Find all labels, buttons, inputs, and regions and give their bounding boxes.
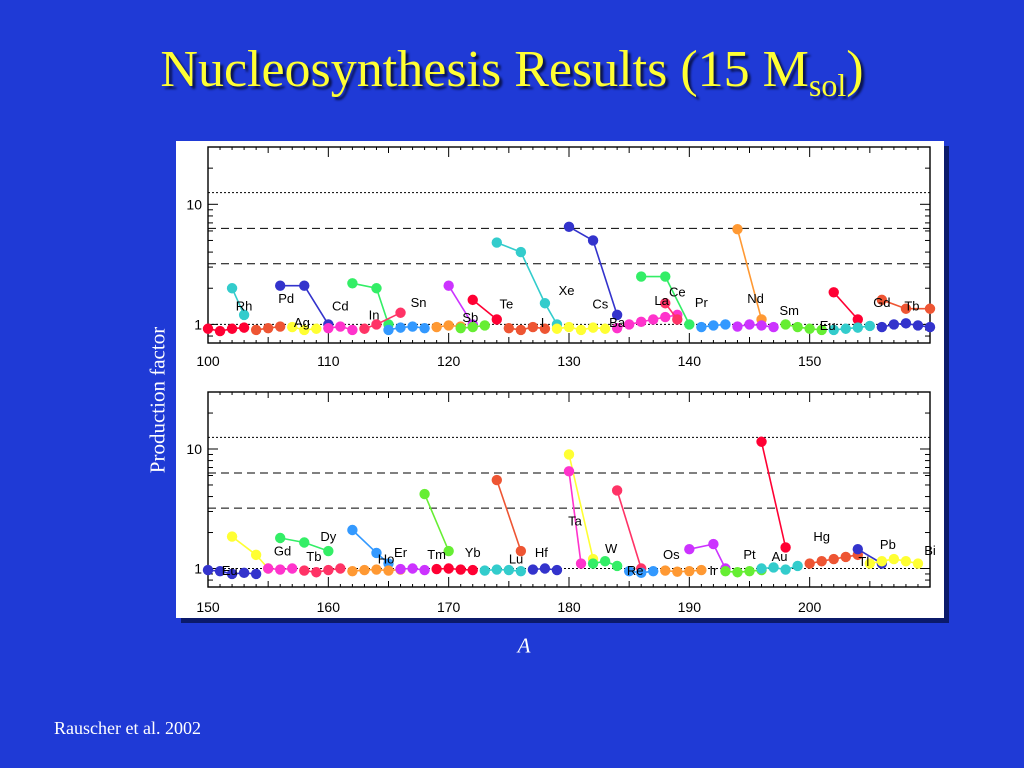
element-label: Re xyxy=(626,563,644,579)
data-point xyxy=(780,564,790,574)
element-label: Dy xyxy=(320,528,337,544)
data-point xyxy=(540,298,550,308)
data-point xyxy=(636,271,646,281)
title-subscript: sol xyxy=(808,67,847,103)
x-axis-label: A xyxy=(517,633,531,658)
title-main: Nucleosynthesis Results (15 M xyxy=(160,41,809,98)
element-label: Hf xyxy=(534,544,548,560)
data-point xyxy=(624,319,634,329)
data-point xyxy=(660,565,670,575)
data-point xyxy=(804,324,814,334)
data-point xyxy=(492,564,502,574)
y-tick-label: 10 xyxy=(186,441,202,458)
data-point xyxy=(732,567,742,577)
element-label: Tm xyxy=(427,547,447,563)
data-point xyxy=(431,564,441,574)
y-axis-label: Production factor xyxy=(145,326,170,474)
x-tick-label: 130 xyxy=(557,353,581,369)
element-label: Eu xyxy=(221,563,238,579)
data-point xyxy=(889,554,899,564)
data-point xyxy=(829,287,839,297)
data-point xyxy=(227,283,237,293)
data-point xyxy=(347,566,357,576)
data-point xyxy=(612,485,622,495)
x-tick-label: 110 xyxy=(317,353,340,369)
data-point xyxy=(877,322,887,332)
data-point xyxy=(696,565,706,575)
data-point xyxy=(576,325,586,335)
data-point xyxy=(323,546,333,556)
element-label: Sn xyxy=(410,294,427,310)
data-point xyxy=(756,563,766,573)
element-label: Gd xyxy=(873,294,891,310)
data-point xyxy=(901,556,911,566)
element-label: W xyxy=(604,540,618,556)
data-point xyxy=(804,558,814,568)
data-point xyxy=(756,320,766,330)
data-point xyxy=(744,319,754,329)
data-point xyxy=(636,317,646,327)
data-point xyxy=(708,320,718,330)
element-label: Sm xyxy=(779,302,799,318)
data-point xyxy=(516,566,526,576)
data-point xyxy=(239,322,249,332)
data-point xyxy=(720,319,730,329)
element-label: Au xyxy=(771,549,788,565)
data-point xyxy=(564,449,574,459)
data-point xyxy=(792,561,802,571)
chart-frame xyxy=(176,141,944,618)
data-point xyxy=(841,552,851,562)
data-point xyxy=(588,322,598,332)
data-point xyxy=(552,565,562,575)
x-tick-label: 150 xyxy=(797,353,822,369)
element-label: Ir xyxy=(709,563,718,579)
data-point xyxy=(732,321,742,331)
data-point xyxy=(780,319,790,329)
element-label: Ce xyxy=(668,284,686,300)
element-label: Hg xyxy=(813,528,831,544)
element-label: Sb xyxy=(462,309,479,325)
data-point xyxy=(443,563,453,573)
data-point xyxy=(335,563,345,573)
data-point xyxy=(383,325,393,335)
data-point xyxy=(528,564,538,574)
data-point xyxy=(275,564,285,574)
element-label: Pd xyxy=(278,291,295,307)
data-point xyxy=(275,533,285,543)
data-point xyxy=(468,565,478,575)
data-point xyxy=(540,563,550,573)
element-label: In xyxy=(368,307,380,323)
data-point xyxy=(431,322,441,332)
element-label: Cd xyxy=(332,298,349,314)
element-label: Ho xyxy=(377,551,395,567)
data-point xyxy=(395,308,405,318)
data-point xyxy=(468,295,478,305)
data-point xyxy=(732,224,742,234)
element-label: Tl xyxy=(858,553,870,569)
data-series xyxy=(263,563,297,574)
element-label: Tb xyxy=(306,549,322,565)
data-point xyxy=(913,320,923,330)
data-point xyxy=(684,566,694,576)
x-tick-label: 140 xyxy=(677,353,702,369)
data-point xyxy=(203,565,213,575)
data-point xyxy=(576,558,586,568)
data-point xyxy=(395,564,405,574)
data-point xyxy=(299,280,309,290)
data-point xyxy=(299,537,309,547)
x-tick-label: 180 xyxy=(557,599,581,615)
data-point xyxy=(227,531,237,541)
data-point xyxy=(347,325,357,335)
data-point xyxy=(299,565,309,575)
data-point xyxy=(648,566,658,576)
data-point xyxy=(251,569,261,579)
y-tick-label: 10 xyxy=(186,196,202,213)
element-label: Yb xyxy=(464,544,481,560)
y-tick-label: 1 xyxy=(194,560,202,577)
data-point xyxy=(564,322,574,332)
data-point xyxy=(648,314,658,324)
data-point xyxy=(251,325,261,335)
data-point xyxy=(383,565,393,575)
data-point xyxy=(817,556,827,566)
data-point xyxy=(371,283,381,293)
data-point xyxy=(359,324,369,334)
element-label: Eu xyxy=(819,317,836,333)
element-label: Tb xyxy=(904,298,920,314)
data-point xyxy=(792,322,802,332)
data-point xyxy=(239,568,249,578)
data-point xyxy=(744,566,754,576)
data-point xyxy=(889,319,899,329)
data-point xyxy=(708,539,718,549)
data-point xyxy=(660,271,670,281)
data-point xyxy=(323,565,333,575)
citation: Rauscher et al. 2002 xyxy=(54,718,201,738)
data-point xyxy=(215,326,225,336)
data-point xyxy=(684,544,694,554)
data-point xyxy=(419,489,429,499)
element-label: Pt xyxy=(743,547,756,563)
data-point xyxy=(841,324,851,334)
data-point xyxy=(756,437,766,447)
data-point xyxy=(901,318,911,328)
data-point xyxy=(516,325,526,335)
data-point xyxy=(612,561,622,571)
data-point xyxy=(335,321,345,331)
data-point xyxy=(480,565,490,575)
data-point xyxy=(925,322,935,332)
data-point xyxy=(588,235,598,245)
data-point xyxy=(588,558,598,568)
data-point xyxy=(323,323,333,333)
element-label: Pb xyxy=(879,537,896,553)
element-label: Nd xyxy=(747,291,764,307)
element-label: Bi xyxy=(924,542,936,558)
data-point xyxy=(443,320,453,330)
data-point xyxy=(913,558,923,568)
data-point xyxy=(407,321,417,331)
data-point xyxy=(251,550,261,560)
element-label: Pr xyxy=(694,294,708,310)
data-point xyxy=(456,564,466,574)
data-point xyxy=(672,314,682,324)
data-point xyxy=(419,323,429,333)
data-point xyxy=(492,475,502,485)
element-label: Gd xyxy=(273,543,292,559)
data-point xyxy=(600,556,610,566)
data-point xyxy=(347,278,357,288)
element-label: I xyxy=(540,315,545,331)
x-tick-label: 190 xyxy=(677,599,702,615)
data-point xyxy=(877,556,887,566)
slide-title xyxy=(0,40,1024,104)
data-point xyxy=(672,567,682,577)
element-label: Lu xyxy=(508,551,524,567)
data-point xyxy=(311,324,321,334)
nucleosynthesis-chart xyxy=(176,141,944,618)
element-label: Er xyxy=(394,544,408,560)
x-tick-label: 100 xyxy=(196,353,220,369)
x-tick-label: 150 xyxy=(196,599,220,615)
element-label: Te xyxy=(499,296,514,312)
y-tick-label: 1 xyxy=(194,316,202,333)
data-point xyxy=(263,563,273,573)
element-label: Cs xyxy=(592,296,609,312)
data-point xyxy=(504,323,514,333)
data-point xyxy=(311,567,321,577)
data-point xyxy=(443,280,453,290)
data-point xyxy=(287,563,297,573)
data-point xyxy=(552,324,562,334)
data-point xyxy=(263,323,273,333)
data-point xyxy=(516,247,526,257)
x-tick-label: 170 xyxy=(436,599,461,615)
data-point xyxy=(564,466,574,476)
data-point xyxy=(203,324,213,334)
element-label: Ta xyxy=(568,513,582,529)
data-point xyxy=(492,237,502,247)
data-point xyxy=(395,322,405,332)
data-point xyxy=(275,321,285,331)
data-point xyxy=(660,312,670,322)
data-point xyxy=(275,280,285,290)
data-point xyxy=(925,304,935,314)
data-point xyxy=(480,320,490,330)
data-point xyxy=(853,544,863,554)
element-label: Xe xyxy=(558,283,575,299)
element-label: Rh xyxy=(235,298,253,314)
data-point xyxy=(829,554,839,564)
element-label: Ag xyxy=(293,315,310,331)
data-point xyxy=(407,563,417,573)
data-point xyxy=(227,324,237,334)
x-tick-label: 200 xyxy=(797,599,822,615)
data-point xyxy=(768,322,778,332)
data-point xyxy=(359,565,369,575)
data-point xyxy=(347,525,357,535)
data-point xyxy=(865,321,875,331)
data-point xyxy=(492,314,502,324)
element-label: La xyxy=(654,293,669,309)
data-point xyxy=(528,322,538,332)
data-point xyxy=(419,565,429,575)
data-point xyxy=(564,222,574,232)
element-label: Os xyxy=(662,547,680,563)
x-tick-label: 160 xyxy=(316,599,341,615)
data-point xyxy=(684,319,694,329)
x-tick-label: 120 xyxy=(436,353,461,369)
data-point xyxy=(720,566,730,576)
title-close: ) xyxy=(846,41,864,98)
data-point xyxy=(696,322,706,332)
data-series xyxy=(395,563,429,575)
data-point xyxy=(853,322,863,332)
element-label: Ba xyxy=(609,315,626,331)
data-series xyxy=(528,563,562,575)
